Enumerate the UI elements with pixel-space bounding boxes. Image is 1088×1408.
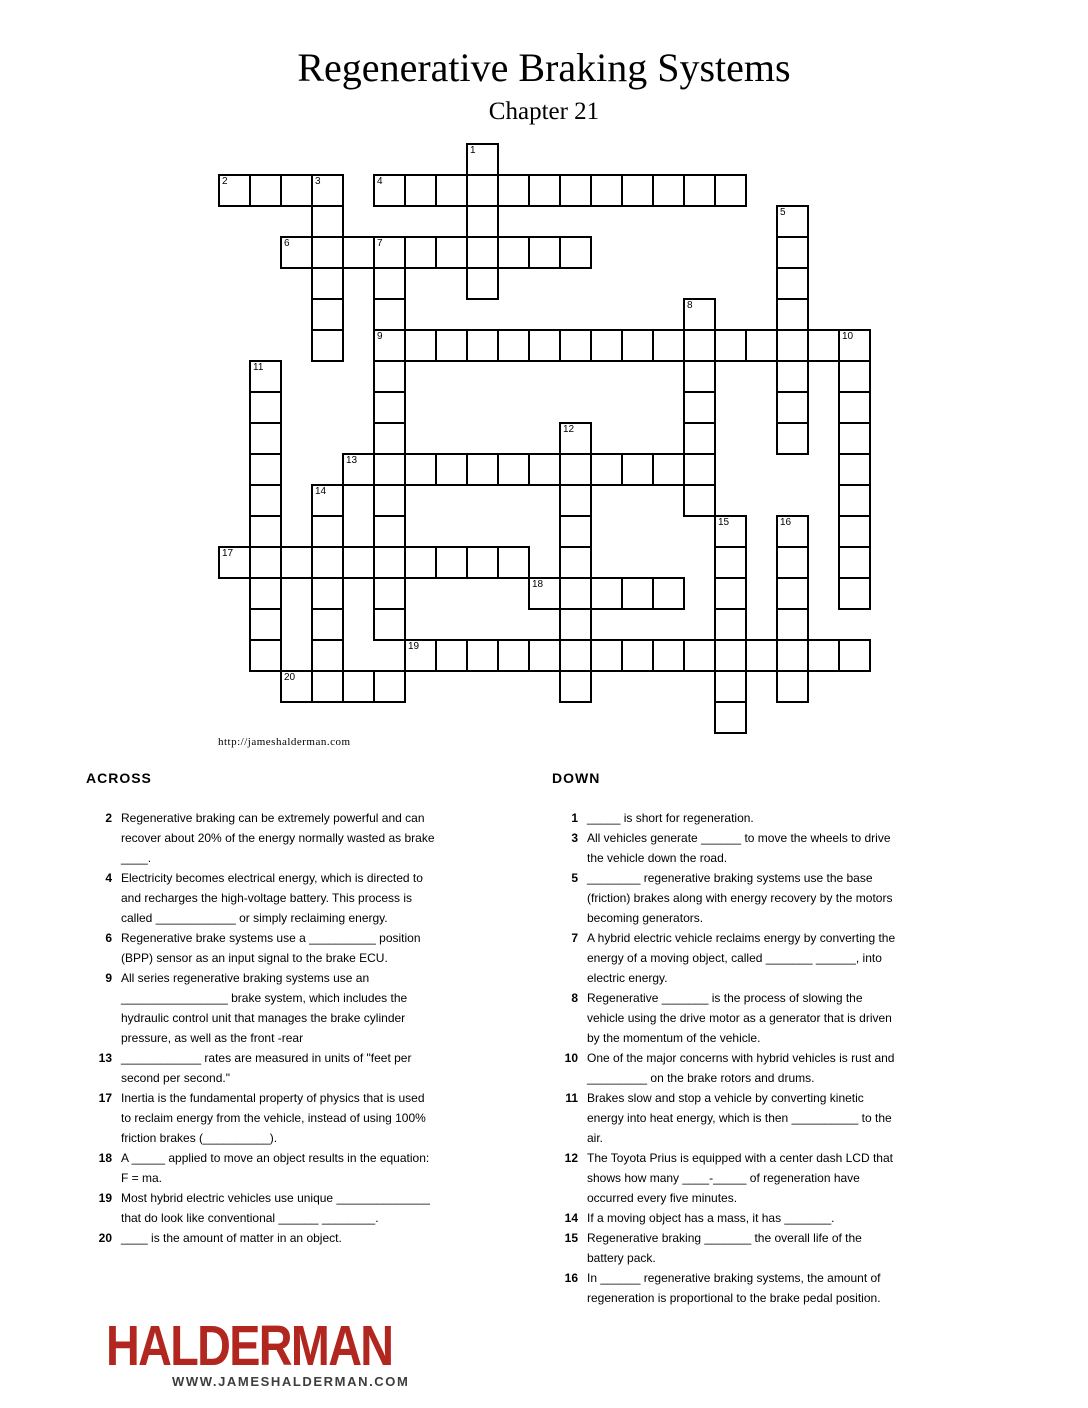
grid-cell[interactable] — [714, 329, 747, 362]
grid-cell-number: 8 — [687, 300, 693, 311]
grid-cell[interactable] — [807, 639, 840, 672]
clue-text: If a moving object has a mass, it has _______. — [587, 1211, 835, 1225]
clue-number: 11 — [565, 1091, 578, 1105]
grid-cell[interactable] — [776, 205, 809, 238]
clue-number: 4 — [105, 871, 112, 885]
halderman-website: WWW.JAMESHALDERMAN.COM — [172, 1374, 410, 1389]
clue-number: 14 — [564, 1211, 578, 1225]
grid-cell[interactable] — [621, 329, 654, 362]
grid-cell[interactable] — [559, 577, 592, 610]
grid-cell[interactable] — [280, 174, 313, 207]
grid-cell[interactable] — [528, 577, 561, 610]
grid-cell[interactable] — [652, 329, 685, 362]
clue-item — [86, 868, 438, 928]
clue-number: 1 — [571, 811, 578, 825]
grid-cell[interactable] — [776, 236, 809, 269]
grid-cell[interactable] — [838, 422, 871, 455]
grid-cell[interactable] — [404, 236, 437, 269]
clue-text: _____ is short for regeneration. — [587, 811, 754, 825]
grid-cell-number: 10 — [842, 331, 854, 342]
clue-number: 19 — [98, 1191, 112, 1205]
crossword-grid — [218, 143, 873, 736]
grid-cell[interactable] — [435, 546, 468, 579]
grid-cell[interactable] — [590, 577, 623, 610]
clue-item — [86, 1228, 438, 1248]
grid-cell-number: 14 — [315, 486, 327, 497]
grid-cell[interactable] — [838, 484, 871, 517]
grid-cell[interactable] — [466, 143, 499, 176]
grid-cell[interactable] — [652, 453, 685, 486]
grid-cell[interactable] — [745, 639, 778, 672]
grid-cell[interactable] — [683, 360, 716, 393]
grid-cell[interactable] — [838, 546, 871, 579]
across-clue-list — [86, 808, 438, 1248]
grid-cell[interactable] — [807, 329, 840, 362]
grid-cell[interactable] — [373, 236, 406, 269]
clue-number: 13 — [98, 1051, 112, 1065]
grid-cell[interactable] — [218, 174, 251, 207]
grid-cell[interactable] — [528, 236, 561, 269]
grid-cell[interactable] — [683, 484, 716, 517]
grid-cell[interactable] — [528, 453, 561, 486]
grid-cell[interactable] — [435, 453, 468, 486]
grid-cell[interactable] — [466, 546, 499, 579]
clue-number: 18 — [98, 1151, 112, 1165]
grid-cell[interactable] — [776, 608, 809, 641]
grid-cell[interactable] — [249, 546, 282, 579]
grid-cell[interactable] — [776, 391, 809, 424]
clue-item — [552, 808, 908, 828]
grid-cell[interactable] — [714, 515, 747, 548]
grid-cell-number: 20 — [284, 672, 296, 683]
grid-cell[interactable] — [311, 608, 344, 641]
grid-cell[interactable] — [776, 515, 809, 548]
grid-cell[interactable] — [466, 174, 499, 207]
grid-cell[interactable] — [776, 546, 809, 579]
grid-cell[interactable] — [590, 453, 623, 486]
grid-cell[interactable] — [373, 546, 406, 579]
grid-cell-number: 13 — [346, 455, 358, 466]
grid-cell-number: 15 — [718, 517, 730, 528]
clue-text: Electricity becomes electrical energy, which is directed to and recharges the high-voltage battery. This process is called ____________ or simply reclaiming energy. — [121, 871, 423, 925]
grid-cell[interactable] — [776, 329, 809, 362]
grid-cell[interactable] — [621, 174, 654, 207]
grid-cell[interactable] — [714, 670, 747, 703]
page-title: Regenerative Braking Systems — [297, 45, 791, 90]
clue-text: ____________ rates are measured in units of "feet per second per second." — [121, 1051, 412, 1085]
grid-cell[interactable] — [497, 639, 530, 672]
grid-cell[interactable] — [776, 267, 809, 300]
clue-number: 3 — [571, 831, 578, 845]
grid-cell[interactable] — [559, 484, 592, 517]
grid-cell-number: 9 — [377, 331, 383, 342]
grid-cell-number: 7 — [377, 238, 383, 249]
grid-cell[interactable] — [776, 298, 809, 331]
grid-cell[interactable] — [311, 484, 344, 517]
grid-cell[interactable] — [311, 577, 344, 610]
grid-cell[interactable] — [652, 639, 685, 672]
grid-cell[interactable] — [373, 577, 406, 610]
clue-item — [552, 1208, 908, 1228]
grid-cell[interactable] — [652, 174, 685, 207]
grid-cell[interactable] — [497, 329, 530, 362]
clue-text: In ______ regenerative braking systems, the amount of regeneration is proportional to the brake pedal position. — [587, 1271, 881, 1305]
halderman-logo: HALDERMAN — [106, 1314, 393, 1378]
clue-text: Most hybrid electric vehicles use unique ______________ that do look like conventional ______ ________. — [121, 1191, 430, 1225]
clue-text: Regenerative _______ is the process of slowing the vehicle using the drive motor as a generator that is driven by the momentum of the vehicle. — [587, 991, 892, 1045]
clue-text: Regenerative braking _______ the overall life of the battery pack. — [587, 1231, 862, 1265]
grid-cell[interactable] — [249, 174, 282, 207]
grid-cell[interactable] — [373, 422, 406, 455]
grid-cell[interactable] — [590, 174, 623, 207]
clue-number: 9 — [105, 971, 112, 985]
grid-cell[interactable] — [621, 453, 654, 486]
grid-cell-number: 11 — [253, 362, 264, 373]
grid-cell[interactable] — [838, 515, 871, 548]
grid-cell[interactable] — [311, 546, 344, 579]
grid-cell[interactable] — [528, 329, 561, 362]
clue-text: All vehicles generate ______ to move the wheels to drive the vehicle down the road. — [587, 831, 891, 865]
grid-cell[interactable] — [404, 546, 437, 579]
grid-cell[interactable] — [373, 515, 406, 548]
grid-cell-number: 5 — [780, 207, 786, 218]
clue-item — [552, 828, 908, 868]
grid-cell[interactable] — [497, 236, 530, 269]
grid-cell[interactable] — [683, 298, 716, 331]
grid-cell[interactable] — [838, 639, 871, 672]
grid-cell[interactable] — [683, 329, 716, 362]
grid-cell[interactable] — [311, 515, 344, 548]
grid-cell-number: 3 — [315, 176, 321, 187]
grid-cell[interactable] — [342, 453, 375, 486]
down-section — [552, 770, 908, 1308]
clue-text: Regenerative braking can be extremely powerful and can recover about 20% of the energy normally wasted as brake ____. — [121, 811, 435, 865]
clue-item — [86, 968, 438, 1048]
grid-cell[interactable] — [218, 546, 251, 579]
grid-cell[interactable] — [311, 236, 344, 269]
grid-cell[interactable] — [373, 391, 406, 424]
grid-cell[interactable] — [373, 670, 406, 703]
grid-cell[interactable] — [311, 267, 344, 300]
grid-cell[interactable] — [466, 453, 499, 486]
grid-cell[interactable] — [683, 174, 716, 207]
grid-cell[interactable] — [311, 205, 344, 238]
clue-number: 5 — [571, 871, 578, 885]
grid-cell[interactable] — [528, 639, 561, 672]
clue-number: 15 — [564, 1231, 578, 1245]
grid-cell[interactable] — [528, 174, 561, 207]
grid-cell[interactable] — [590, 639, 623, 672]
grid-cell[interactable] — [404, 453, 437, 486]
grid-cell[interactable] — [714, 639, 747, 672]
grid-cell[interactable] — [559, 422, 592, 455]
clue-item — [552, 1268, 908, 1308]
clue-number: 8 — [571, 991, 578, 1005]
grid-cell[interactable] — [249, 515, 282, 548]
grid-cell[interactable] — [466, 205, 499, 238]
grid-cell[interactable] — [249, 391, 282, 424]
grid-cell[interactable] — [776, 422, 809, 455]
grid-cell[interactable] — [280, 546, 313, 579]
grid-cell[interactable] — [342, 670, 375, 703]
clue-item — [552, 1148, 908, 1208]
grid-cell[interactable] — [838, 329, 871, 362]
clue-text: Regenerative brake systems use a __________ position (BPP) sensor as an input signal to the brake ECU. — [121, 931, 421, 965]
grid-cell-number: 16 — [780, 517, 792, 528]
clue-item — [86, 1088, 438, 1148]
grid-cell[interactable] — [714, 577, 747, 610]
grid-cell[interactable] — [342, 236, 375, 269]
grid-cell[interactable] — [497, 453, 530, 486]
grid-cell[interactable] — [342, 546, 375, 579]
grid-cell[interactable] — [249, 360, 282, 393]
grid-cell[interactable] — [435, 236, 468, 269]
clue-item — [86, 1188, 438, 1228]
grid-cell[interactable] — [249, 484, 282, 517]
clue-number: 12 — [564, 1151, 578, 1165]
down-heading: DOWN — [552, 770, 601, 786]
grid-cell[interactable] — [435, 174, 468, 207]
grid-cell[interactable] — [838, 360, 871, 393]
grid-cell[interactable] — [373, 298, 406, 331]
clue-item — [552, 988, 908, 1048]
grid-cell-number: 1 — [470, 145, 476, 156]
grid-cell-number: 18 — [532, 579, 544, 590]
page-subtitle: Chapter 21 — [488, 98, 600, 125]
grid-cell[interactable] — [404, 174, 437, 207]
grid-cell[interactable] — [466, 329, 499, 362]
grid-cell[interactable] — [435, 329, 468, 362]
grid-cell-number: 12 — [563, 424, 575, 435]
across-section — [86, 770, 438, 1248]
clue-number: 10 — [564, 1051, 578, 1065]
grid-cell[interactable] — [683, 391, 716, 424]
grid-cell[interactable] — [838, 453, 871, 486]
grid-cell[interactable] — [404, 329, 437, 362]
grid-cell[interactable] — [621, 577, 654, 610]
grid-cell[interactable] — [714, 701, 747, 734]
grid-cell[interactable] — [559, 639, 592, 672]
grid-cell[interactable] — [714, 546, 747, 579]
grid-cell[interactable] — [373, 267, 406, 300]
clue-item — [86, 1048, 438, 1088]
grid-cell[interactable] — [559, 236, 592, 269]
grid-cell-number: 19 — [408, 641, 420, 652]
grid-cell[interactable] — [249, 453, 282, 486]
clue-number: 17 — [98, 1091, 112, 1105]
clue-number: 16 — [564, 1271, 578, 1285]
grid-cell[interactable] — [559, 608, 592, 641]
clue-number: 6 — [105, 931, 112, 945]
grid-cell[interactable] — [776, 639, 809, 672]
grid-cell[interactable] — [497, 546, 530, 579]
clue-item — [552, 928, 908, 988]
clue-item — [86, 928, 438, 968]
grid-cell-number: 17 — [222, 548, 234, 559]
clue-text: One of the major concerns with hybrid vehicles is rust and _________ on the brake rotors and drums. — [587, 1051, 895, 1085]
grid-cell[interactable] — [404, 639, 437, 672]
grid-cell[interactable] — [590, 329, 623, 362]
clue-text: The Toyota Prius is equipped with a center dash LCD that shows how many ____-_____ of regeneration have occurred every five minutes. — [587, 1151, 893, 1205]
grid-cell[interactable] — [683, 639, 716, 672]
clue-text: A _____ applied to move an object results in the equation: F = ma. — [121, 1151, 430, 1185]
grid-cell[interactable] — [373, 329, 406, 362]
clue-number: 2 — [105, 811, 112, 825]
clue-number: 20 — [98, 1231, 112, 1245]
grid-cell[interactable] — [497, 174, 530, 207]
clue-item — [552, 868, 908, 928]
down-clue-list — [552, 808, 908, 1308]
grid-cell[interactable] — [373, 453, 406, 486]
clue-text: All series regenerative braking systems use an ________________ brake system, which includes the hydraulic control unit that manages the brake cylinder pressure, as well as the front -rear — [121, 971, 408, 1045]
clue-text: A hybrid electric vehicle reclaims energy by converting the energy of a moving object, called _______ ______, into electric energy. — [587, 931, 896, 985]
grid-cell[interactable] — [280, 670, 313, 703]
grid-cell[interactable] — [280, 236, 313, 269]
clue-text: ________ regenerative braking systems use the base (friction) brakes along with energy recovery by the motors becoming generators. — [587, 871, 893, 925]
grid-cell-number: 6 — [284, 238, 290, 249]
grid-cell[interactable] — [249, 422, 282, 455]
grid-cell[interactable] — [311, 639, 344, 672]
grid-cell[interactable] — [466, 236, 499, 269]
clue-item — [552, 1088, 908, 1148]
grid-cell[interactable] — [683, 422, 716, 455]
grid-cell[interactable] — [683, 453, 716, 486]
grid-cell-number: 2 — [222, 176, 228, 187]
grid-cell[interactable] — [776, 670, 809, 703]
grid-cell[interactable] — [776, 360, 809, 393]
grid-cell[interactable] — [559, 670, 592, 703]
grid-cell[interactable] — [559, 515, 592, 548]
clue-number: 7 — [571, 931, 578, 945]
grid-cell[interactable] — [559, 453, 592, 486]
grid-cell[interactable] — [373, 608, 406, 641]
grid-cell-number: 4 — [377, 176, 383, 187]
grid-cell[interactable] — [373, 360, 406, 393]
grid-cell[interactable] — [559, 329, 592, 362]
grid-cell[interactable] — [249, 577, 282, 610]
grid-cell[interactable] — [311, 298, 344, 331]
grid-cell[interactable] — [373, 174, 406, 207]
grid-cell[interactable] — [249, 639, 282, 672]
clue-item — [552, 1048, 908, 1088]
across-heading: ACROSS — [86, 770, 152, 786]
grid-cell[interactable] — [652, 577, 685, 610]
clue-text: Brakes slow and stop a vehicle by converting kinetic energy into heat energy, which is then __________ to the air. — [587, 1091, 892, 1145]
grid-cell[interactable] — [745, 329, 778, 362]
grid-cell[interactable] — [249, 608, 282, 641]
grid-cell[interactable] — [373, 484, 406, 517]
grid-cell[interactable] — [559, 546, 592, 579]
grid-cell[interactable] — [776, 577, 809, 610]
grid-cell[interactable] — [838, 391, 871, 424]
grid-cell[interactable] — [466, 639, 499, 672]
grid-cell[interactable] — [621, 639, 654, 672]
grid-cell[interactable] — [311, 329, 344, 362]
clue-text: ____ is the amount of matter in an object. — [121, 1231, 342, 1245]
clue-item — [552, 1228, 908, 1268]
grid-cell[interactable] — [714, 174, 747, 207]
grid-source-url: http://jameshalderman.com — [218, 736, 351, 748]
clue-text: Inertia is the fundamental property of physics that is used to reclaim energy from the vehicle, instead of using 100% friction brakes (__________). — [121, 1091, 426, 1145]
clue-item — [86, 808, 438, 868]
grid-cell[interactable] — [435, 639, 468, 672]
grid-cell[interactable] — [838, 577, 871, 610]
grid-cell[interactable] — [559, 174, 592, 207]
grid-cell[interactable] — [714, 608, 747, 641]
grid-cell[interactable] — [311, 670, 344, 703]
clue-item — [86, 1148, 438, 1188]
grid-cell[interactable] — [466, 267, 499, 300]
grid-cell[interactable] — [311, 174, 344, 207]
